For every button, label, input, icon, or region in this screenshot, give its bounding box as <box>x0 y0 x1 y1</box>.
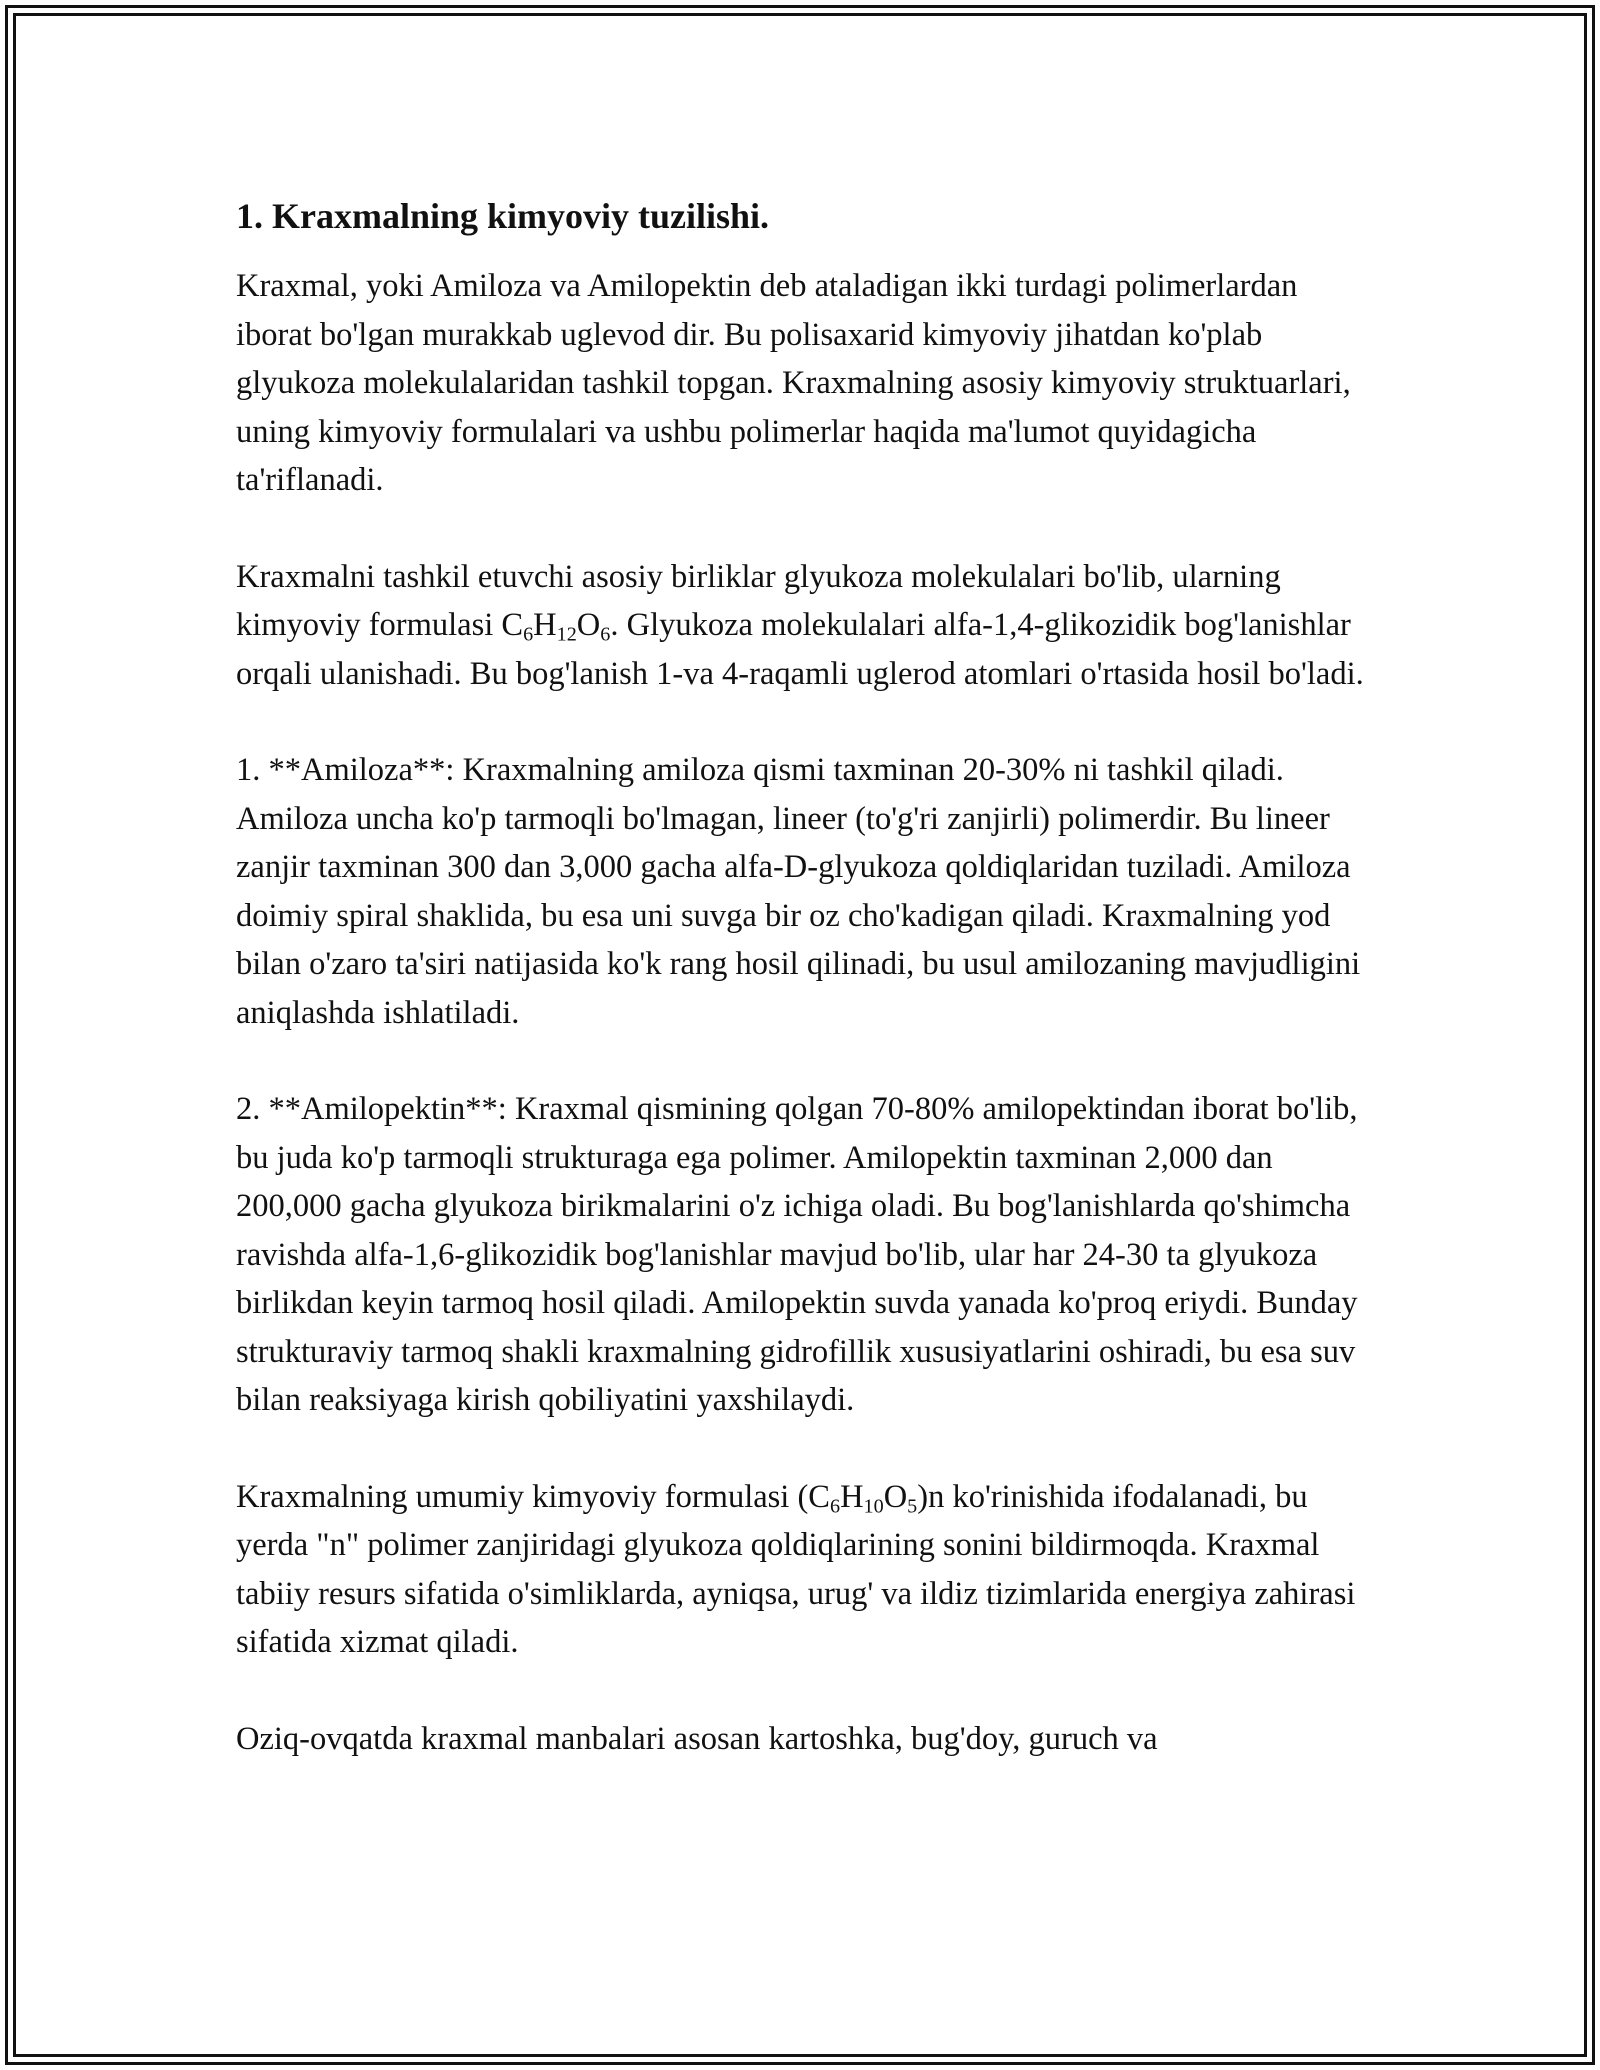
starch-text-before: Kraxmalning umumiy kimyoviy formulasi ( <box>236 1478 809 1515</box>
amylopectin-paragraph: 2. **Amilopektin**: Kraxmal qismining qolgan 70-80% amilopektindan iborat bo'lib, bu juda ko'p tarmoqli strukturaga ega polimer. Amilopektin taxminan 2,000 dan 200,000 gacha glyukoza birikmalarini o'z ichiga oladi. Bu bog'lanishlarda qo'shimcha ravishda alfa-1,6-glikozidik bog'lanishlar mavjud bo'lib, ular har 24-30 ta glyukoza birlikdan keyin tarmoq hosil qiladi. Amilopektin suvda yanada ko'proq eriydi. Bunday strukturaviy tarmoq shakli kraxmalning gidrofillik xususiyatlarini oshiradi, bu esa suv bilan reaksiyaga kirish qobiliyatini yaxshilaydi. <box>236 1091 1358 1418</box>
glucose-text-after: . Glyukoza molekulalari alfa-1,4-glikozidik bog'lanishlar orqali ulanishadi. Bu bog'lanish 1-va 4-raqamli uglerod atomlari o'rtasida hosil bo'ladi. <box>236 607 1364 692</box>
food-sources-paragraph: Oziq-ovqatda kraxmal manbalari asosan kartoshka, bug'doy, guruch va <box>236 1720 1158 1757</box>
amylose-paragraph: 1. **Amiloza**: Kraxmalning amiloza qismi taxminan 20-30% ni tashkil qiladi. Amiloza uncha ko'p tarmoqli bo'lmagan, lineer (to'g'ri zanjirli) polimerdir. Bu lineer zanjir taxminan 300 dan 3,000 gacha alfa-D-glyukoza qoldiqlaridan tuziladi. Amiloza doimiy spiral shaklida, bu esa uni suvga bir oz cho'kadigan qiladi. Kraxmalning yod bilan o'zaro ta'siri natijasida ko'k rang hosil qilinadi, bu usul amilozaning mavjudligini aniqlashda ishlatiladi. <box>236 752 1361 1031</box>
document-body <box>236 188 1376 1811</box>
starch-formula: $C_6H_{10}O_5$ <box>808 1478 918 1518</box>
glucose-paragraph <box>236 553 1376 699</box>
intro-paragraph: Kraxmal, yoki Amiloza va Amilopektin deb ataladigan ikki turdagi polimerlardan iborat bo'lgan murakkab uglevod dir. Bu polisaxarid kimyoviy jihatdan ko'plab glyukoza molekulalaridan tashkil topgan. Kraxmalning asosiy kimyoviy struktuarlari, uning kimyoviy formulalari va ushbu polimerlar haqida ma'lumot quyidagicha ta'riflanadi. <box>236 268 1351 498</box>
starch-formula-paragraph <box>236 1473 1376 1667</box>
section-heading: 1. Kraxmalning kimyoviy tuzilishi. <box>236 196 770 236</box>
glucose-formula: $C_6H_{12}O_6$ <box>501 607 611 646</box>
starch-text-after: )n ko'rinishida ifodalanadi, bu yerda "n" polimer zanjiridagi glyukoza qoldiqlarining sonini bildirmoqda. Kraxmal tabiiy resurs sifatida o'simliklarda, ayniqsa, urug' va ildiz tizimlarida energiya zahirasi sifatida xizmat qiladi. <box>236 1478 1356 1660</box>
glucose-text-before: Kraxmalni tashkil etuvchi asosiy birliklar glyukoza molekulalari bo'lib, ularning kimyoviy formulasi <box>236 558 1281 643</box>
